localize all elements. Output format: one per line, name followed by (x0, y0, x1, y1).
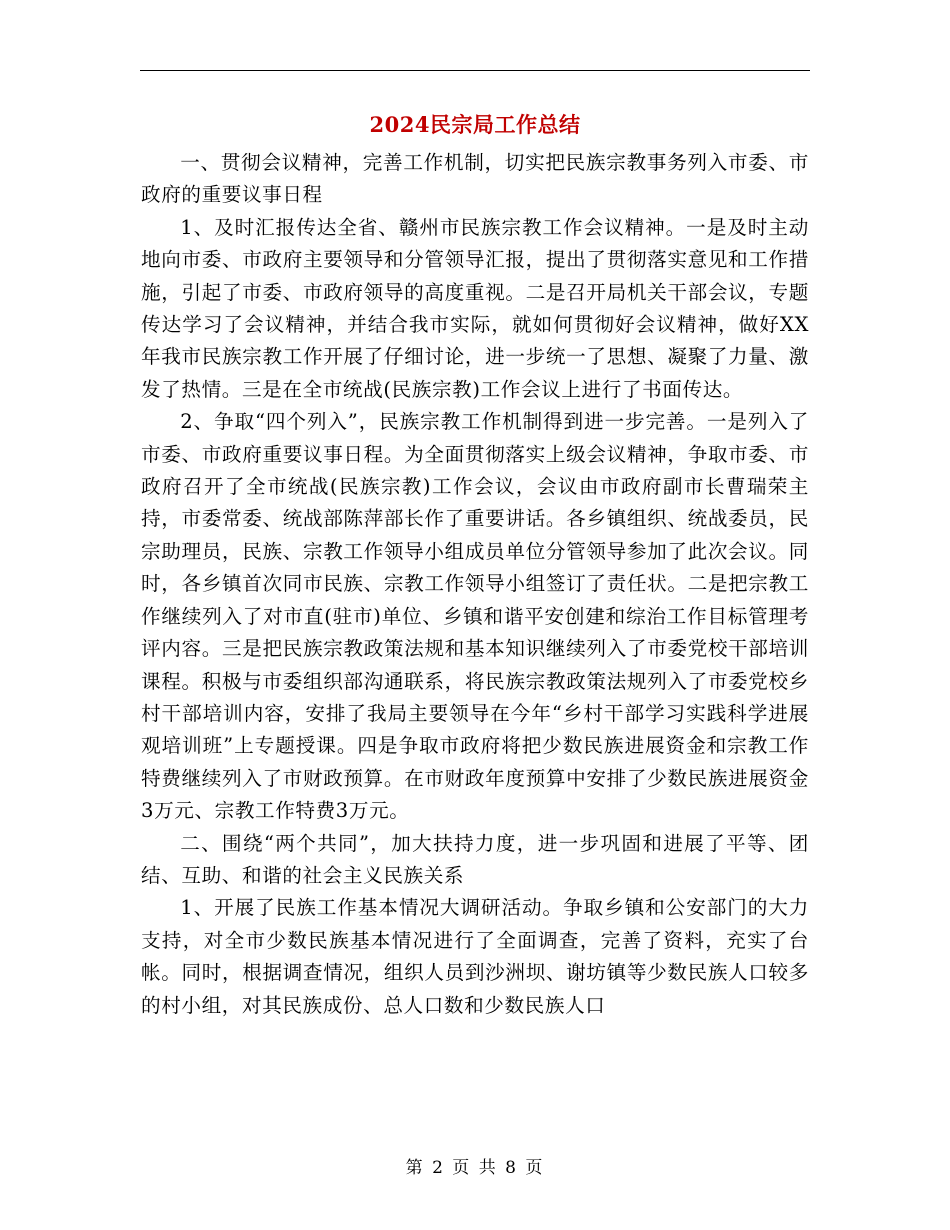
page-footer: 第 2 页 共 8 页 (405, 1158, 545, 1178)
paragraph-1-1: 1、及时汇报传达全省、赣州市民族宗教工作会议精神。一是及时主动地向市委、市政府主要领导和分管领导汇报，提出了贯彻落实意见和工作措施，引起了市委、市政府领导的高度重视。二是召开局机关干部会议，专题传达学习了会议精神，并结合我市实际，就如何贯彻好会议精神，做好XX年我市民族宗教工作开展了仔细讨论，进一步统一了思想、凝聚了力量、激发了热情。三是在全市统战(民族宗教)工作会议上进行了书面传达。 (141, 215, 809, 401)
paragraph-1-2: 2、争取“四个列入”，民族宗教工作机制得到进一步完善。一是列入了市委、市政府重要议事日程。为全面贯彻落实上级会议精神，争取市委、市政府召开了全市统战(民族宗教)工作会议，会议由市政府副市长曹瑞荣主持，市委常委、统战部陈萍部长作了重要讲话。各乡镇组织、统战委员，民宗助理员，民族、宗教工作领导小组成员单位分管领导参加了此次会议。同时，各乡镇首次同市民族、宗教工作领导小组签订了责任状。二是把宗教工作继续列入了对市直(驻市)单位、乡镇和谐平安创建和综治工作目标管理考评内容。三是把民族宗教政策法规和基本知识继续列入了市委党校干部培训课程。积极与市委组织部沟通联系，将民族宗教政策法规列入了市委党校乡村干部培训内容，安排了我局主要领导在今年“乡村干部学习实践科学进展观培训班”上专题授课。四是争取市政府将把少数民族进展资金和宗教工作特费继续列入了市财政预算。在市财政年度预算中安排了少数民族进展资金3万元、宗教工作特费3万元。 (141, 410, 809, 823)
header-rule (140, 70, 810, 71)
section-heading-2: 二、围绕“两个共同”，加大扶持力度，进一步巩固和进展了平等、团结、互助、和谐的社会主义民族关系 (141, 831, 809, 887)
section-heading-1: 一、贯彻会议精神，完善工作机制，切实把民族宗教事务列入市委、市政府的重要议事日程 (141, 151, 809, 207)
paragraph-2-1: 1、开展了民族工作基本情况大调研活动。争取乡镇和公安部门的大力支持，对全市少数民族基本情况进行了全面调查，完善了资料，充实了台帐。同时，根据调查情况，组织人员到沙洲坝、谢坊镇等少数民族人口较多的村小组，对其民族成份、总人口数和少数民族人口 (141, 896, 809, 1017)
document-title: 2024民宗局工作总结 (369, 112, 581, 137)
document-body (141, 105, 809, 1022)
